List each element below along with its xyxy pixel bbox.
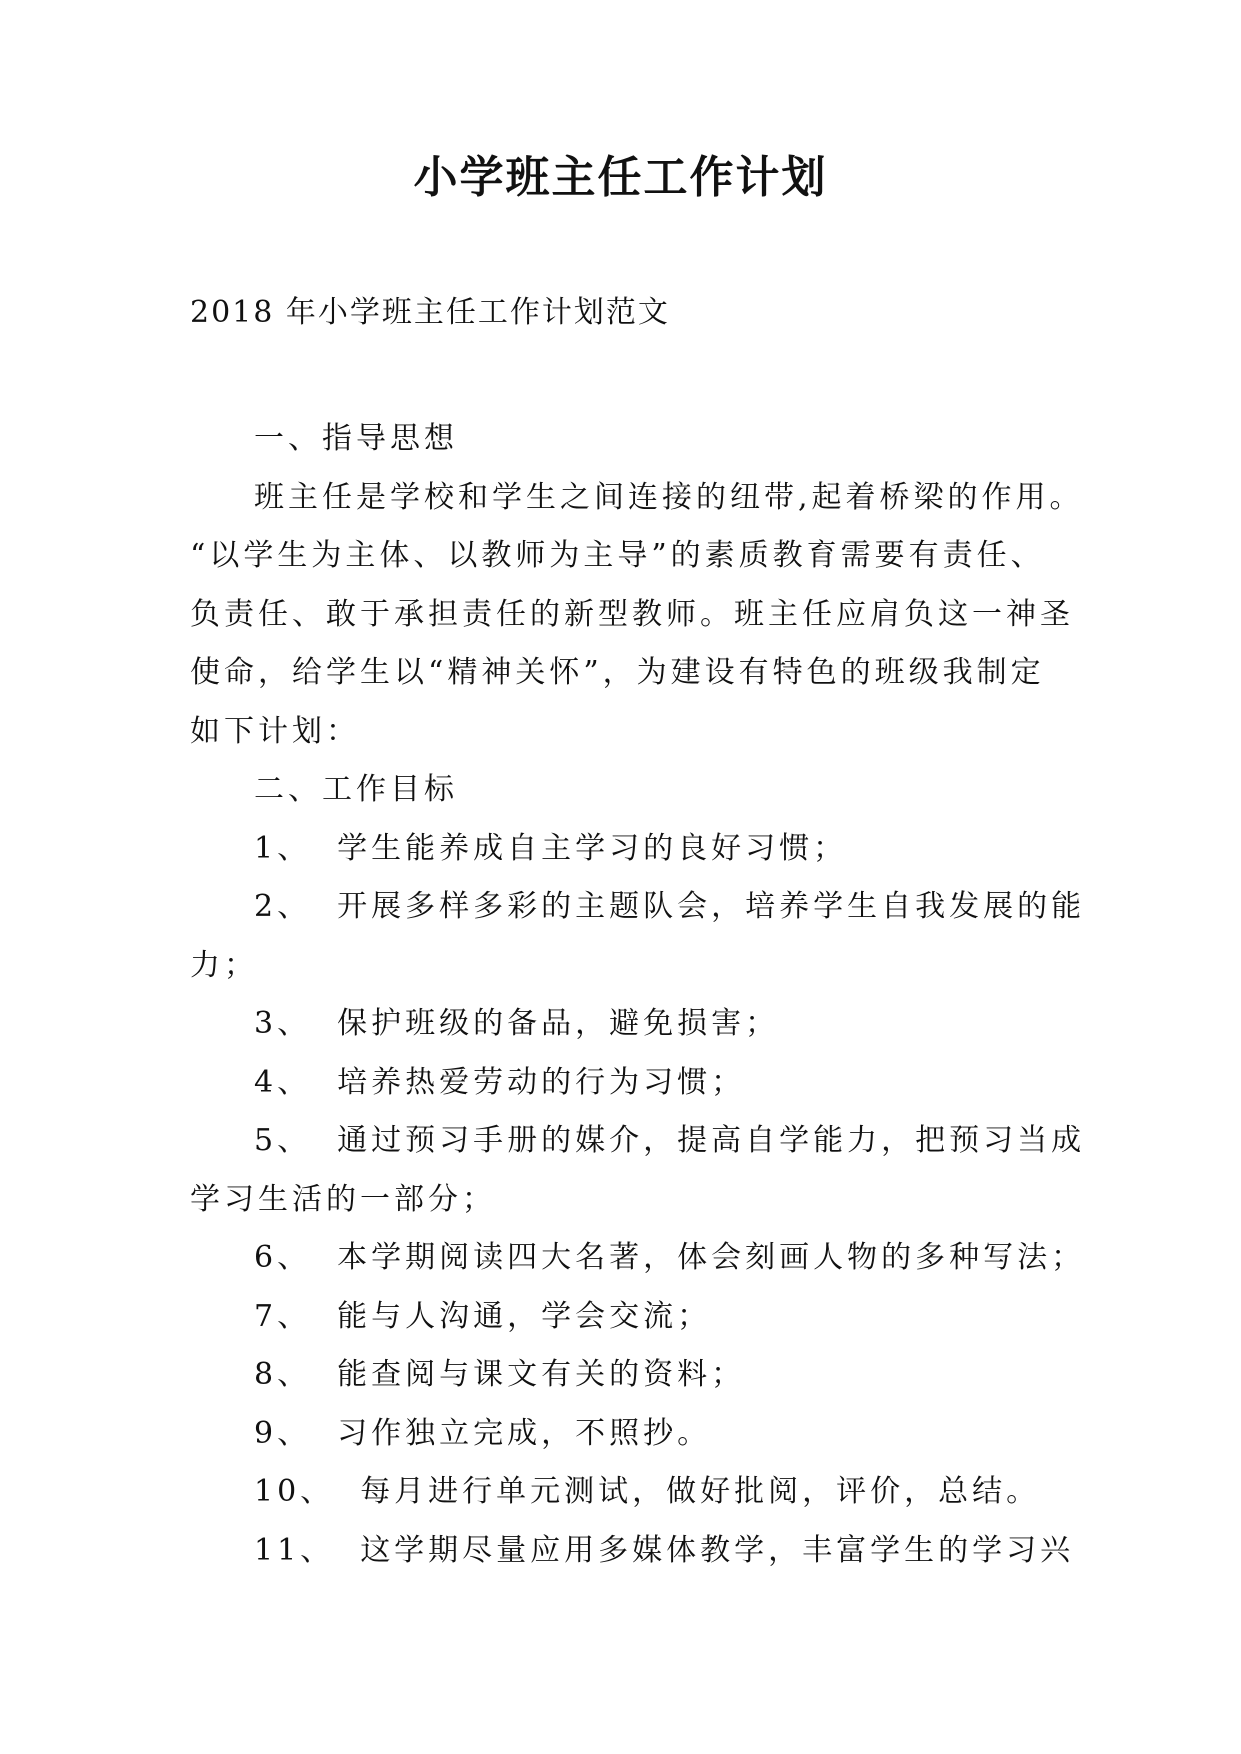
line-text: 如下计划： (190, 713, 360, 749)
list-item-number: 1、 (254, 830, 312, 866)
document-title: 小学班主任工作计划 (413, 152, 828, 203)
line-text: 保护班级的备品，避免损害； (337, 1006, 780, 1041)
line-text: 能与人沟通，学会交流； (337, 1298, 712, 1334)
line-text: 力； (190, 947, 258, 983)
line-text: 每月进行单元测试，做好批阅，评价，总结。 (360, 1474, 1041, 1509)
list-item-number: 5、 (254, 1123, 312, 1158)
list-item (190, 1346, 1055, 1405)
list-item-number: 10、 (254, 1474, 335, 1509)
line-text: 本学期阅读四大名著，体会刻画人物的多种写法； (337, 1240, 1086, 1275)
line-text: 学习生活的一部分； (190, 1181, 496, 1217)
list-item (190, 1463, 1055, 1522)
list-item-number: 9、 (254, 1415, 312, 1451)
line-text: 开展多样多彩的主题队会，培养学生自我发展的能 (337, 889, 1086, 924)
document-body (190, 410, 1086, 1580)
paragraph-line (190, 410, 1055, 469)
list-item (190, 1288, 1055, 1347)
line-text: “以学生为主体、以教师为主导”的素质教育需要有责任、 (190, 538, 1045, 573)
list-item (190, 820, 1055, 879)
list-item (190, 1229, 1086, 1288)
list-item (190, 1054, 1055, 1113)
paragraph-line (190, 644, 1055, 703)
list-item-number: 8、 (254, 1357, 312, 1392)
line-text: 通过预习手册的媒介，提高自学能力，把预习当成 (337, 1123, 1086, 1158)
paragraph-line (190, 761, 1055, 820)
line-text: 二、工作目标 (254, 772, 458, 807)
list-item-number: 2、 (254, 889, 312, 924)
list-item-number: 11、 (254, 1532, 335, 1568)
line-text: 这学期尽量应用多媒体教学，丰富学生的学习兴 (360, 1532, 1075, 1568)
list-item-number: 3、 (254, 1006, 312, 1041)
list-item (190, 1405, 1055, 1464)
paragraph-line (190, 937, 1055, 996)
list-item (190, 995, 1055, 1054)
line-text: 负责任、敢于承担责任的新型教师。班主任应肩负这一神圣 (190, 596, 1074, 632)
list-item-number: 6、 (254, 1240, 312, 1275)
line-text: 学生能养成自主学习的良好习惯； (337, 830, 848, 866)
line-text: 能查阅与课文有关的资料； (337, 1357, 746, 1392)
list-item (190, 1112, 1086, 1171)
list-item-number: 7、 (254, 1298, 312, 1334)
line-text: 使命，给学生以“精神关怀”，为建设有特色的班级我制定 (190, 655, 1045, 690)
list-item (190, 878, 1086, 937)
list-item-number: 4、 (254, 1064, 312, 1100)
paragraph-line (190, 703, 1055, 762)
list-item (190, 1522, 1075, 1581)
paragraph-line (190, 469, 1084, 528)
line-text: 一、指导思想 (254, 421, 458, 456)
paragraph-line (190, 527, 1055, 586)
document-subtitle: 2018 年小学班主任工作计划范文 (190, 295, 670, 330)
paragraph-line (190, 1171, 1055, 1230)
paragraph-line (190, 586, 1074, 645)
line-text: 班主任是学校和学生之间连接的纽带,起着桥梁的作用。 (254, 479, 1084, 515)
line-text: 习作独立完成，不照抄。 (337, 1415, 712, 1451)
line-text: 培养热爱劳动的行为习惯； (337, 1064, 746, 1100)
